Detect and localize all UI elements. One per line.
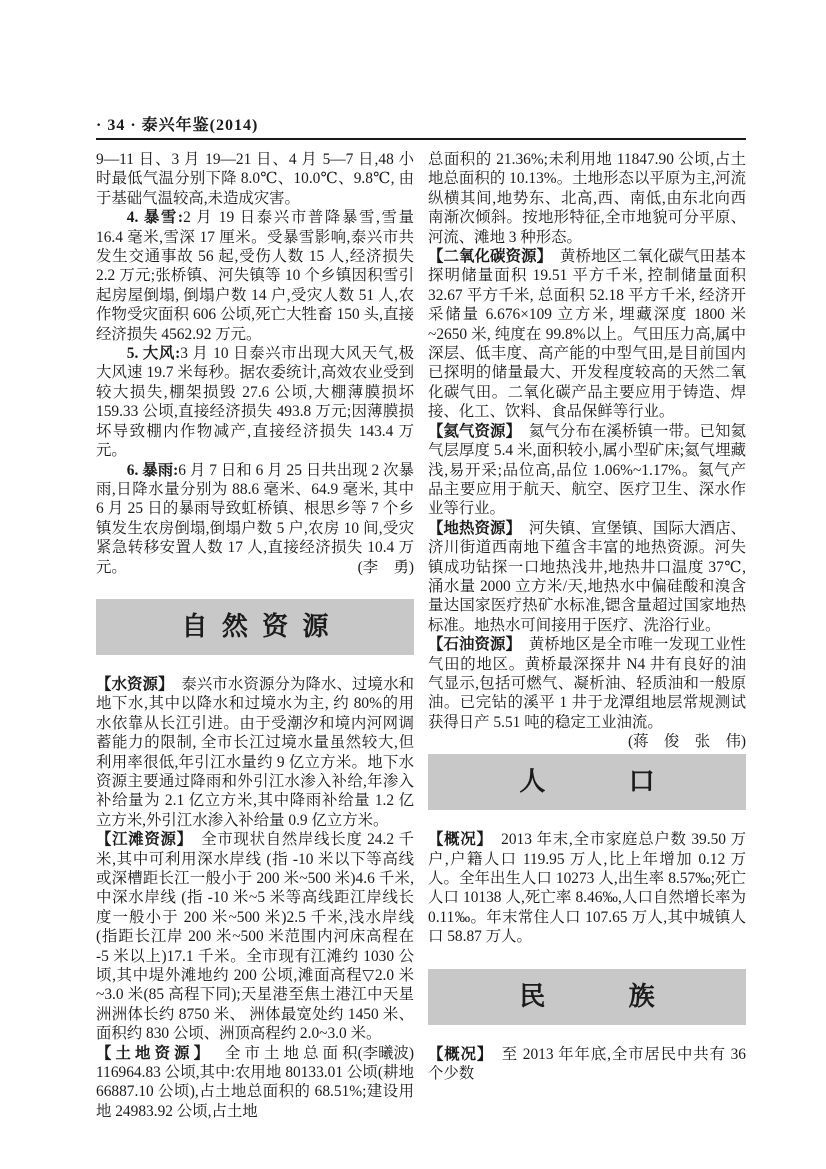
section-title: 自然资源 — [181, 612, 343, 642]
item-label: 5. 大风: — [126, 345, 181, 363]
paragraph-blizzard — [96, 208, 414, 344]
paragraph-rainstorm — [96, 461, 414, 577]
entry-petroleum-resources — [428, 635, 746, 751]
section-header-natural-resources — [96, 599, 414, 655]
entry-label: 【地热资源】 — [428, 519, 514, 537]
entry-text: 河失镇、宣堡镇、国际大酒店、济川街道西南地下蕴含丰富的地热资源。河失镇成功钻探一口地热浅井,地热井口温度 37℃,涌水量 2000 立方米/天,地热水中偏硅酸和溴含量达国家医疗热矿水标准,锶含量超过国家地热标准。地热水可间接用于医疗、洗浴行业。 — [428, 519, 746, 634]
paragraph-text: 2 月 19 日泰兴市普降暴雪,雪量 16.4 毫米,雪深 17 厘米。受暴雪影响,泰兴市共发生交通事故 56 起,受伤人数 15 人,经济损失 2.2 万元;张桥镇、河失镇等 10 个乡镇因积雪引起房屋倒塌, 倒塌户数 14 户,受灾人数 51 人,农作物受灾面积 606 公顷,死亡大牲畜 150 头,直接经济损失 4562.92 万元。 — [96, 209, 414, 343]
entry-population-overview — [428, 830, 746, 946]
paragraph-text: 总面积的 21.36%;未利用地 11847.90 公顷,占土地总面积的 10.13%。土地形态以平原为主,河流纵横其间,地势东、北高,西、南低,由东北向西南渐次倾斜。按地形特征,全市地貌可分平原、河流、滩地 3 种形态。 — [428, 151, 746, 246]
page-header — [96, 112, 746, 135]
column-right — [428, 150, 746, 1083]
paragraph-text: 3 月 10 日泰兴市出现大风天气,极大风速 19.7 米每秒。据农委统计,高效农业受到较大损失,棚架损毁 27.6 公顷,大棚薄膜损坏 159.33 公顷,直接经济损失 493.8 万元;因薄膜损坏导致棚内作物减产,直接经济损失 143.4 万元。 — [96, 345, 414, 460]
entry-label: 【氦气资源】 — [428, 422, 514, 440]
column-left — [96, 150, 414, 1121]
section-title: 民族 — [519, 981, 738, 1011]
entry-water-resources — [96, 675, 414, 830]
section-header-population — [428, 754, 746, 810]
attribution: (李曦波) — [357, 1044, 414, 1062]
page-header-text: · 34 · 泰兴年鉴(2014) — [96, 117, 259, 134]
entry-co2-resources — [428, 247, 746, 422]
paragraph-gale — [96, 344, 414, 460]
item-label: 4. 暴雪: — [126, 209, 184, 227]
paragraph-cold-wave-continued — [96, 150, 414, 208]
paragraph-text: 9—11 日、3 月 19—21 日、4 月 5—7 日,48 小时最低气温分别下降 8.0℃、10.0℃、9.8℃, 由于基础气温较高,未造成灾害。 — [96, 151, 414, 207]
entry-land-resources-continued — [428, 150, 746, 247]
entry-text: 全市土地总面积 116964.83 公顷,其中:农用地 80133.01 公顷(耕地 66887.10 公顷),占土地总面积的 68.51%;建设用地 24983.92 公顷,占土地 — [96, 1044, 414, 1120]
entry-text: 至 2013 年年底,全市居民中共有 36 个少数 — [428, 1045, 746, 1083]
entry-text: 2013 年末,全市家庭总户数 39.50 万户,户籍人口 119.95 万人,比上年增加 0.12 万人。全年出生人口 10273 人,出生率 8.57‰;死亡人口 10138 人,死亡率 8.46‰,人口自然增长率为 0.11‰。年末常住人口 107.65 万人,其中城镇人口 58.87 万人。 — [428, 831, 746, 946]
entry-text: 氦气分布在溪桥镇一带。已知氦气层厚度 5.4 米,面积较小,属小型矿床;氦气埋藏浅,易开采;品位高,品位 1.06%~1.17%。氦气产品主要应用于航天、航空、医疗卫生、深水作业等行业。 — [428, 422, 746, 518]
entry-label: 【概况】 — [428, 1045, 486, 1063]
entry-label: 【土地资源】 — [96, 1044, 206, 1062]
entry-text: 黄桥地区二氧化碳气田基本探明储量面积 19.51 平方千米, 控制储量面积 32.67 平方千米, 总面积 52.18 平方千米, 经济开采储量 6.676×109 立方米, 埋藏深度 1800 米~2650 米, 纯度在 99.8%以上。气田压力高,属中深层、低丰度、高产能的中型气田,是目前国内已探明的储量最大、开发程度较高的天然二氧化碳气田。二氧化碳产品主要应用于铸造、焊接、化工、饮料、食品保鲜等行业。 — [428, 248, 746, 421]
entry-label: 【水资源】 — [96, 675, 166, 693]
attribution: (李 勇) — [357, 558, 414, 576]
entry-text: 黄桥地区是全市唯一发现工业性气田的地区。黄桥最深探井 N4 井有良好的油气显示,包括可燃气、凝析油、轻质油和一般原油。已完钻的溪平 1 井于龙潭组地层常规测试获得日产 5.51 吨的稳定工业油流。 — [428, 636, 746, 731]
item-label: 6. 暴雨: — [126, 461, 179, 479]
paragraph-text: 6 月 7 日和 6 月 25 日共出现 2 次暴雨,日降水量分别为 88.6 毫米、64.9 毫米, 其中 6 月 25 日的暴雨导致虹桥镇、根思乡等 7 个乡镇发生农房倒塌,倒塌户数 5 户,农房 10 间,受灾紧急转移安置人数 17 人,直接经济损失 10.4 万元。 — [96, 461, 414, 576]
entry-geothermal-resources — [428, 519, 746, 635]
entry-text: 泰兴市水资源分为降水、过境水和地下水,其中以降水和过境水为主, 约 80%的用水依靠从长江引进。由于受潮汐和境内河网调蓄能力的限制, 全市长江过境水量虽然较大,但利用率很低,年引江水量约 9 亿立方米。地下水资源主要通过降雨和外引江水渗入补给,年渗入补给量为 2.1 亿立方米,其中降雨补给量 1.2 亿立方米,外引江水渗入补给量 0.9 亿立方米。 — [96, 675, 414, 829]
header-rule — [96, 138, 746, 140]
entry-ethnic-overview — [428, 1045, 746, 1084]
entry-label: 【江滩资源】 — [96, 831, 186, 849]
entry-text: 全市现状自然岸线长度 24.2 千米,其中可利用深水岸线 (指 -10 米以下等高线或深槽距长江一般小于 200 米~500 米)4.6 千米, 中深水岸线 (指 -10 米~5 米等高线距江岸线长度一般小于 200 米~500 米)2.5 千米,浅水岸线(指距长江岸 200 米~500 米范围内河床高程在 -5 米以上)17.1 千米。全市现有江滩约 1030 公顷,其中堤外滩地约 200 公顷,滩面高程▽2.0 米~3.0 米(85 高程下同);天星港至焦土港江中天星洲洲体长约 8750 米、 洲体最宽处约 1450 米、面积约 830 公顷、洲顶高程约 2.0~3.0 米。 — [96, 831, 414, 1043]
entry-label: 【概况】 — [428, 831, 485, 849]
entry-helium-resources — [428, 422, 746, 519]
entry-label: 【石油资源】 — [428, 636, 514, 654]
section-header-ethnic-groups — [428, 969, 746, 1025]
section-title: 人口 — [519, 767, 738, 797]
attribution: (蒋 俊 张 伟) — [628, 733, 746, 751]
entry-label: 【二氧化碳资源】 — [428, 248, 545, 266]
